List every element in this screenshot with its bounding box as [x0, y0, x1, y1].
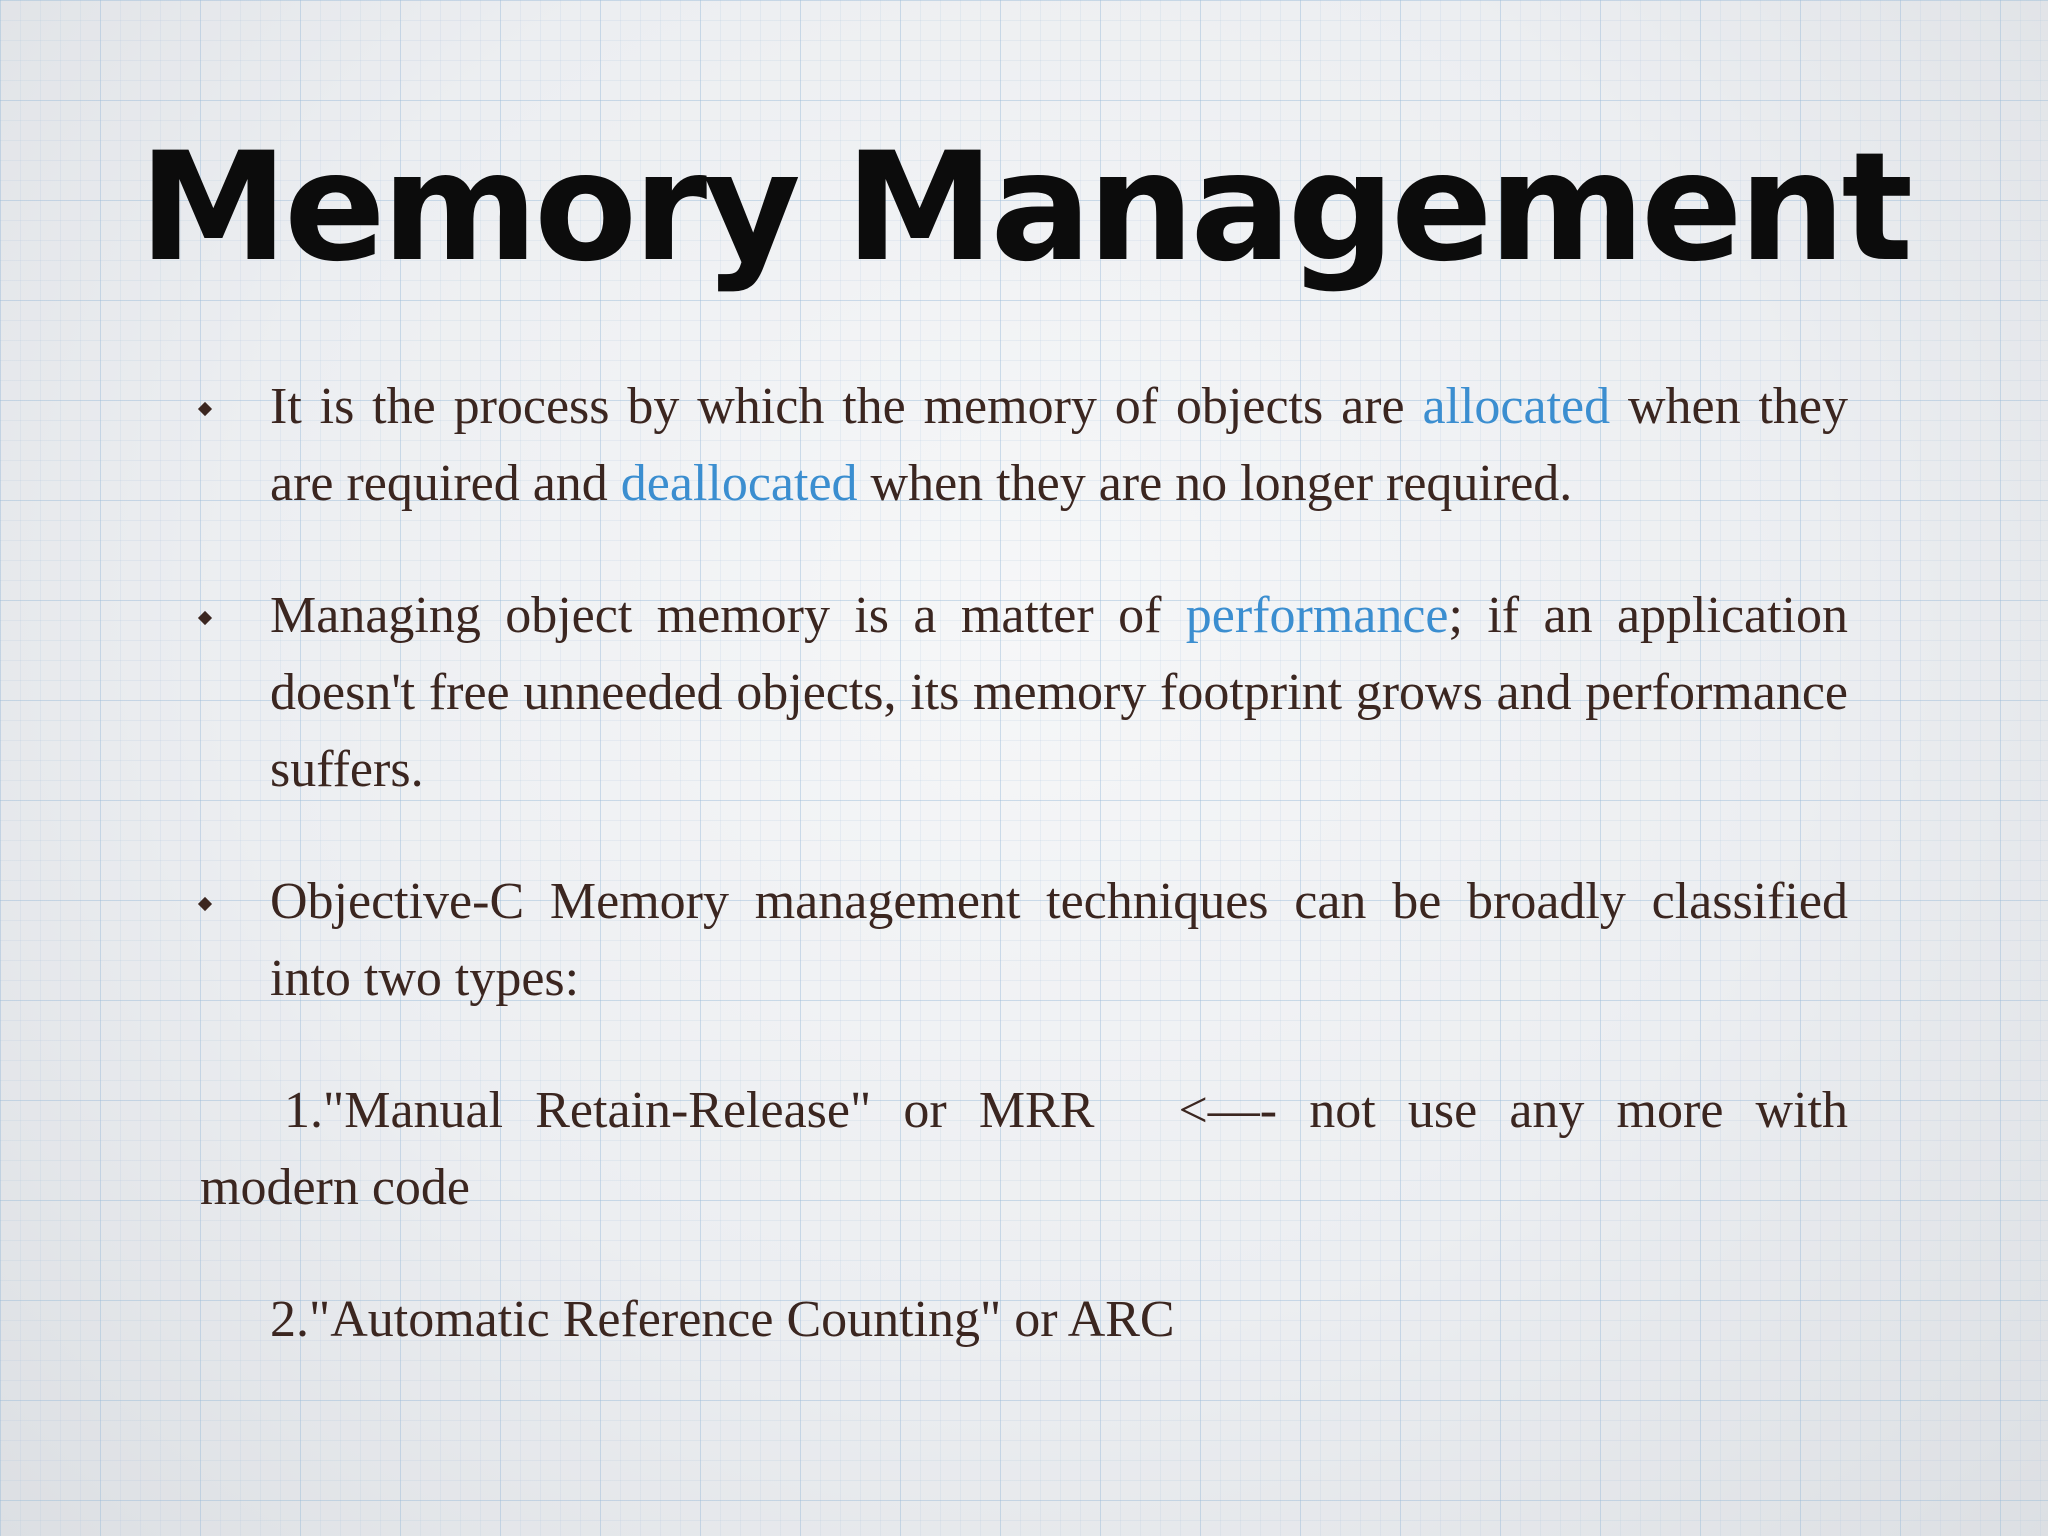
highlight-term: allocated — [1422, 378, 1611, 435]
numbered-item-mrr — [200, 1072, 1848, 1226]
numbered-item-text: 1."Manual Retain-Release" or MRR — [284, 1082, 1095, 1139]
bullet-item — [200, 577, 1848, 808]
slide-title: Memory Management — [138, 121, 1910, 295]
bullet-text: It is the process by which the memory of objects are — [270, 378, 1423, 435]
bullet-item — [200, 863, 1848, 1017]
numbered-item-text: 2."Automatic Reference Counting" or ARC — [270, 1291, 1175, 1348]
bullet-text: Managing object memory is a matter of — [270, 587, 1186, 644]
bullet-text: ; if an application doesn't free unneeded objects, its memory footprint grows and performance suffers. — [270, 587, 1848, 798]
bullet-text: when they are no longer required. — [857, 455, 1573, 512]
highlight-term: performance — [1185, 587, 1449, 644]
slide-body — [200, 368, 1848, 1358]
bullet-text: when they are required and — [270, 378, 1849, 512]
bullet-icon — [198, 897, 212, 911]
bullet-item — [200, 368, 1848, 522]
highlight-term: deallocated — [620, 455, 858, 512]
numbered-item-arc — [200, 1281, 1848, 1358]
bullet-text: Objective-C Memory management techniques can be broadly classified into two types: — [270, 873, 1848, 1007]
bullet-icon — [198, 611, 212, 625]
bullet-icon — [198, 402, 212, 416]
numbered-item-note: <—- not use any more with modern code — [200, 1082, 1848, 1216]
